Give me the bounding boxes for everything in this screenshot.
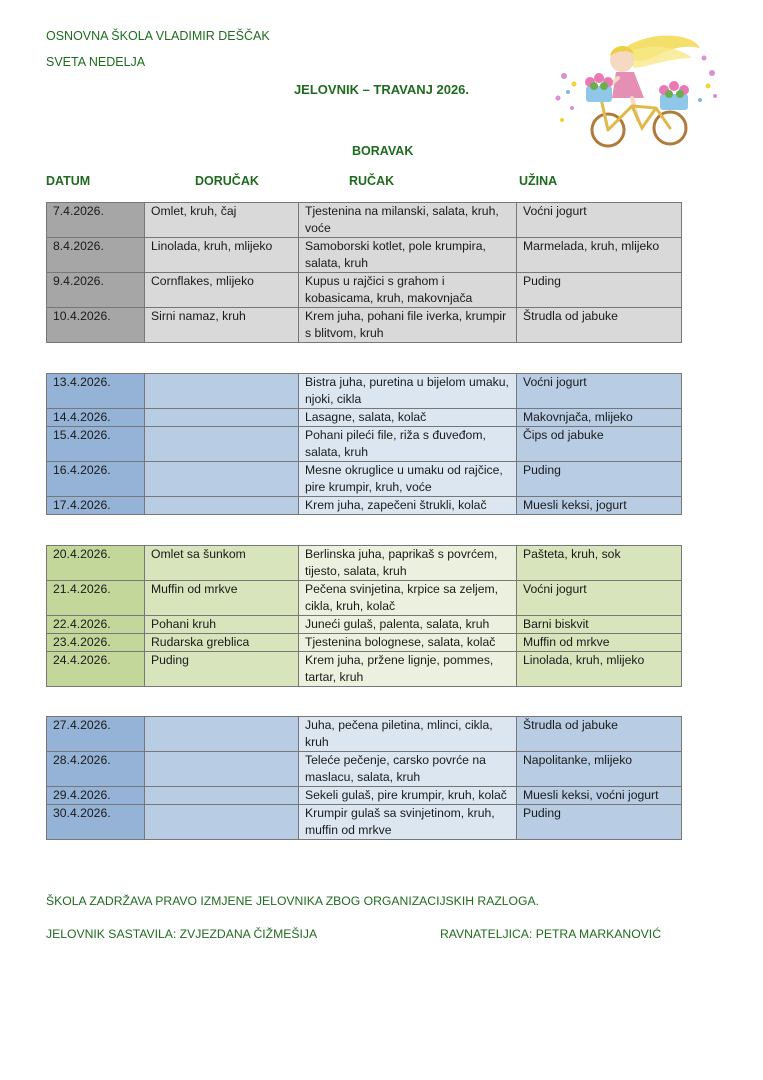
lunch-cell: Tjestenina bolognese, salata, kolač	[299, 634, 517, 652]
breakfast-cell: Cornflakes, mlijeko	[145, 273, 299, 308]
breakfast-cell	[145, 409, 299, 427]
menu-row	[47, 581, 682, 616]
girl-on-bicycle-illustration	[552, 28, 722, 150]
snack-cell: Štrudla od jabuke	[517, 308, 682, 343]
snack-cell: Marmelada, kruh, mlijeko	[517, 238, 682, 273]
menu-row	[47, 616, 682, 634]
breakfast-cell	[145, 752, 299, 787]
menu-row	[47, 752, 682, 787]
breakfast-cell: Puding	[145, 652, 299, 687]
breakfast-cell	[145, 462, 299, 497]
lunch-cell: Teleće pečenje, carsko povrće na maslacu, salata, kruh	[299, 752, 517, 787]
snack-cell: Puding	[517, 462, 682, 497]
breakfast-cell	[145, 374, 299, 409]
date-cell: 24.4.2026.	[47, 652, 145, 687]
lunch-cell: Kupus u rajčici s grahom i kobasicama, kruh, makovnjača	[299, 273, 517, 308]
snack-cell: Voćni jogurt	[517, 374, 682, 409]
breakfast-cell: Sirni namaz, kruh	[145, 308, 299, 343]
date-cell: 27.4.2026.	[47, 717, 145, 752]
breakfast-cell	[145, 787, 299, 805]
lunch-cell: Pohani pileći file, riža s đuveđom, salata, kruh	[299, 427, 517, 462]
date-cell: 9.4.2026.	[47, 273, 145, 308]
menu-row	[47, 308, 682, 343]
snack-cell: Muffin od mrkve	[517, 634, 682, 652]
lunch-cell: Krumpir gulaš sa svinjetinom, kruh, muffin od mrkve	[299, 805, 517, 840]
date-cell: 21.4.2026.	[47, 581, 145, 616]
breakfast-cell: Linolada, kruh, mlijeko	[145, 238, 299, 273]
menu-row	[47, 717, 682, 752]
lunch-cell: Samoborski kotlet, pole krumpira, salata, kruh	[299, 238, 517, 273]
lunch-cell: Krem juha, zapečeni štrukli, kolač	[299, 497, 517, 515]
lunch-cell: Krem juha, pržene lignje, pommes, tartar, kruh	[299, 652, 517, 687]
date-cell: 7.4.2026.	[47, 203, 145, 238]
menu-row	[47, 497, 682, 515]
column-heading-lunch: RUČAK	[349, 174, 395, 188]
menu-row	[47, 273, 682, 308]
snack-cell: Barni biskvit	[517, 616, 682, 634]
breakfast-cell: Rudarska greblica	[145, 634, 299, 652]
date-cell: 28.4.2026.	[47, 752, 145, 787]
snack-cell: Muesli keksi, jogurt	[517, 497, 682, 515]
column-heading-breakfast: DORUČAK	[195, 174, 259, 188]
breakfast-cell: Omlet, kruh, čaj	[145, 203, 299, 238]
snack-cell: Makovnjača, mlijeko	[517, 409, 682, 427]
breakfast-cell	[145, 497, 299, 515]
date-cell: 15.4.2026.	[47, 427, 145, 462]
date-cell: 23.4.2026.	[47, 634, 145, 652]
menu-row	[47, 652, 682, 687]
date-cell: 17.4.2026.	[47, 497, 145, 515]
menu-table-week-3	[46, 545, 682, 687]
snack-cell: Pašteta, kruh, sok	[517, 546, 682, 581]
menu-row	[47, 634, 682, 652]
lunch-cell: Krem juha, pohani file iverka, krumpir s blitvom, kruh	[299, 308, 517, 343]
lunch-cell: Sekeli gulaš, pire krumpir, kruh, kolač	[299, 787, 517, 805]
menu-row	[47, 374, 682, 409]
date-cell: 13.4.2026.	[47, 374, 145, 409]
menu-table-week-2	[46, 373, 682, 515]
breakfast-cell	[145, 805, 299, 840]
menu-row	[47, 203, 682, 238]
lunch-cell: Berlinska juha, paprikaš s povrćem, tijesto, salata, kruh	[299, 546, 517, 581]
breakfast-cell: Omlet sa šunkom	[145, 546, 299, 581]
school-town: SVETA NEDELJA	[46, 55, 146, 69]
lunch-cell: Tjestenina na milanski, salata, kruh, voće	[299, 203, 517, 238]
snack-cell: Voćni jogurt	[517, 581, 682, 616]
date-cell: 14.4.2026.	[47, 409, 145, 427]
lunch-cell: Juha, pečena piletina, mlinci, cikla, kruh	[299, 717, 517, 752]
breakfast-cell	[145, 717, 299, 752]
lunch-cell: Mesne okruglice u umaku od rajčice, pire krumpir, kruh, voće	[299, 462, 517, 497]
menu-table-week-1	[46, 202, 682, 343]
menu-author: JELOVNIK SASTAVILA: ZVJEZDANA ČIŽMEŠIJA	[46, 927, 318, 941]
menu-table-week-4	[46, 716, 682, 840]
date-cell: 20.4.2026.	[47, 546, 145, 581]
breakfast-cell: Pohani kruh	[145, 616, 299, 634]
snack-cell: Puding	[517, 273, 682, 308]
date-cell: 30.4.2026.	[47, 805, 145, 840]
date-cell: 16.4.2026.	[47, 462, 145, 497]
menu-row	[47, 427, 682, 462]
lunch-cell: Juneći gulaš, palenta, salata, kruh	[299, 616, 517, 634]
snack-cell: Linolada, kruh, mlijeko	[517, 652, 682, 687]
snack-cell: Voćni jogurt	[517, 203, 682, 238]
menu-row	[47, 787, 682, 805]
date-cell: 10.4.2026.	[47, 308, 145, 343]
page-title: JELOVNIK – TRAVANJ 2026.	[293, 82, 470, 97]
snack-cell: Puding	[517, 805, 682, 840]
menu-row	[47, 409, 682, 427]
menu-row	[47, 546, 682, 581]
breakfast-cell	[145, 427, 299, 462]
breakfast-cell: Muffin od mrkve	[145, 581, 299, 616]
snack-cell: Štrudla od jabuke	[517, 717, 682, 752]
school-principal: RAVNATELJICA: PETRA MARKANOVIĆ	[440, 927, 661, 941]
column-heading-snack: UŽINA	[519, 174, 558, 188]
menu-row	[47, 238, 682, 273]
change-notice: ŠKOLA ZADRŽAVA PRAVO IZMJENE JELOVNIKA ZBOG ORGANIZACIJSKIH RAZLOGA.	[46, 894, 540, 908]
snack-cell: Čips od jabuke	[517, 427, 682, 462]
school-name: OSNOVNA ŠKOLA VLADIMIR DEŠČAK	[46, 29, 270, 43]
snack-cell: Napolitanke, mlijeko	[517, 752, 682, 787]
date-cell: 22.4.2026.	[47, 616, 145, 634]
lunch-cell: Bistra juha, puretina u bijelom umaku, njoki, cikla	[299, 374, 517, 409]
date-cell: 29.4.2026.	[47, 787, 145, 805]
column-heading-date: DATUM	[46, 174, 91, 188]
snack-cell: Muesli keksi, voćni jogurt	[517, 787, 682, 805]
lunch-cell: Lasagne, salata, kolač	[299, 409, 517, 427]
section-title: BORAVAK	[352, 144, 414, 158]
menu-row	[47, 462, 682, 497]
lunch-cell: Pečena svinjetina, krpice sa zeljem, cikla, kruh, kolač	[299, 581, 517, 616]
date-cell: 8.4.2026.	[47, 238, 145, 273]
menu-row	[47, 805, 682, 840]
